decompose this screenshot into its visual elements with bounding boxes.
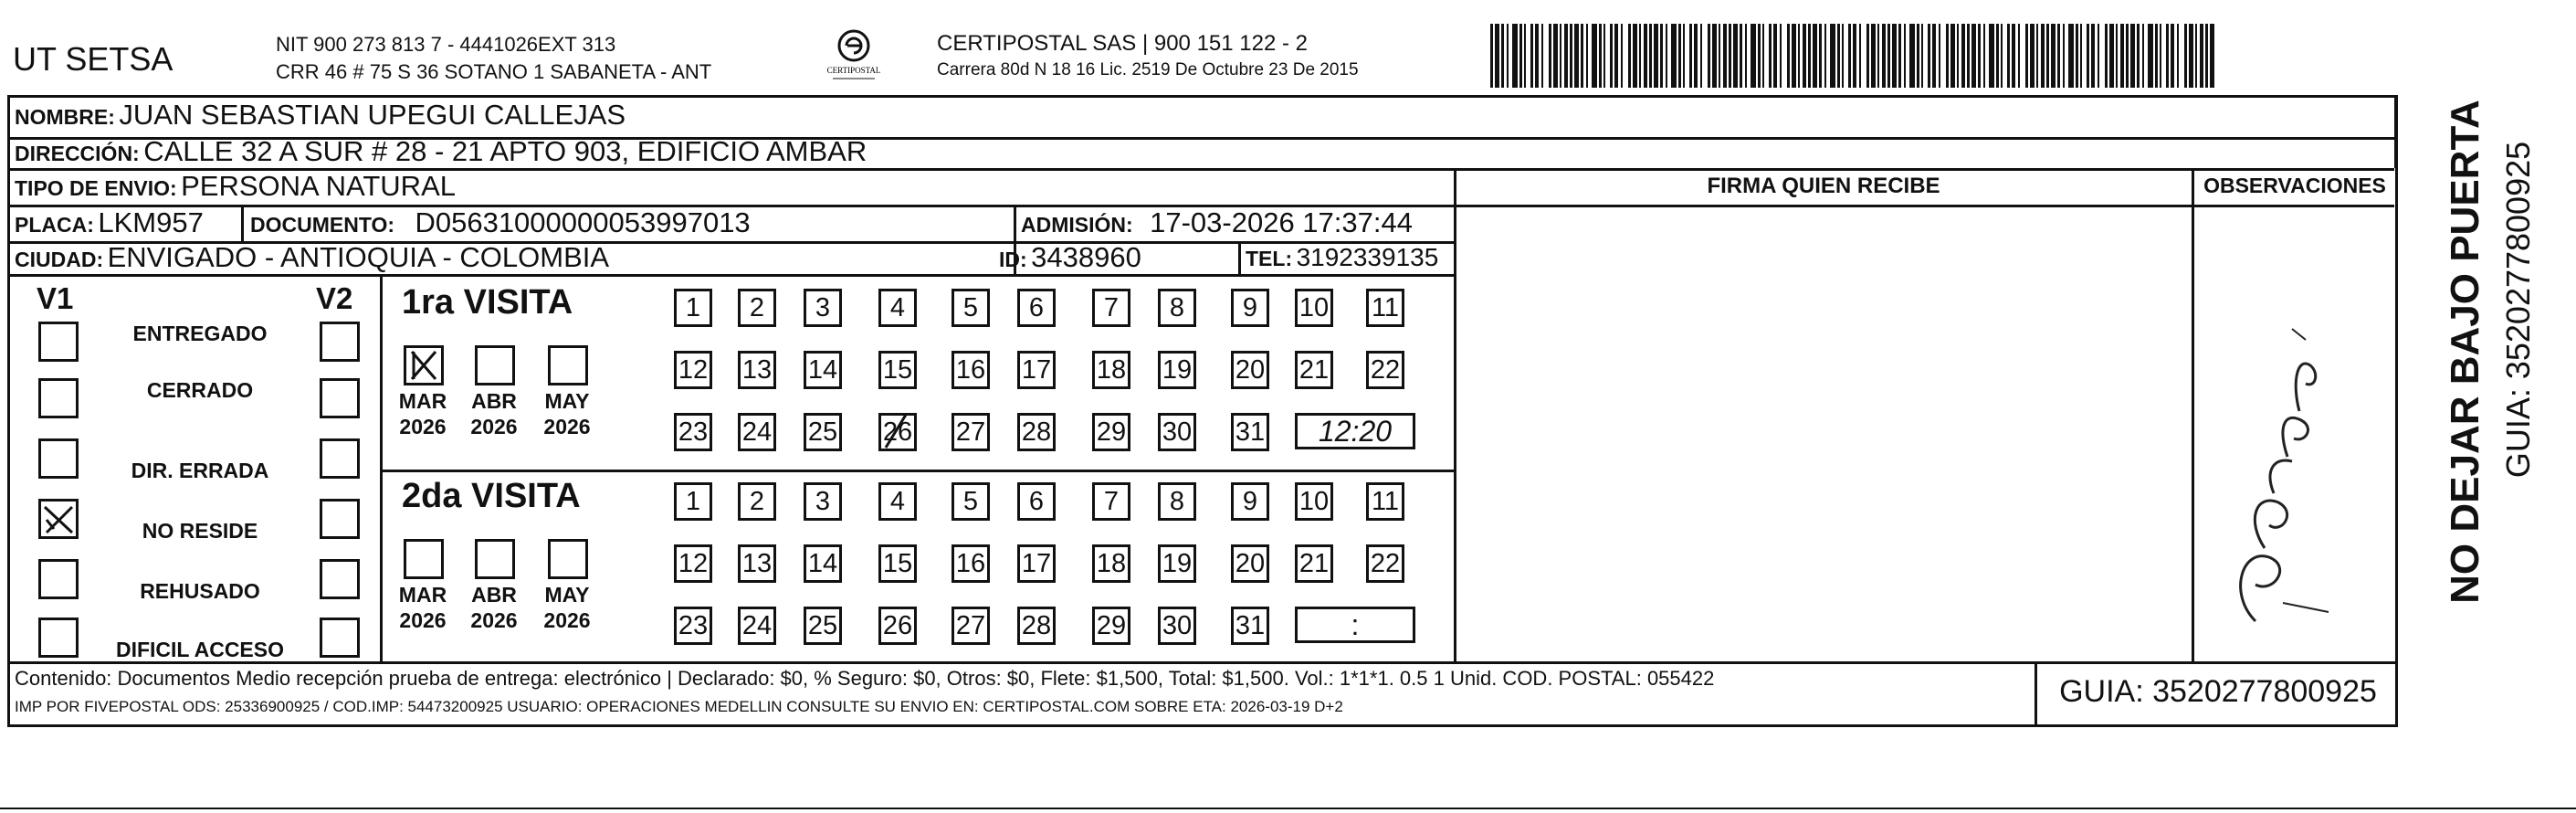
second-visit-month-checkbox[interactable] (475, 539, 515, 579)
second-visit-day-cell[interactable]: 29 (1092, 607, 1130, 645)
first-visit-day-cell[interactable]: 3 (804, 289, 842, 327)
v2-checkbox[interactable] (320, 618, 360, 658)
v2-checkbox[interactable] (320, 499, 360, 539)
v1-checkbox[interactable] (38, 559, 79, 599)
second-visit-month-label: MAY (544, 583, 590, 607)
second-visit-day-cell[interactable]: 5 (952, 482, 990, 521)
first-visit-month-label: ABR (471, 389, 517, 413)
second-visit-year-label: 2026 (470, 608, 518, 632)
second-visit-day-cell[interactable]: 14 (804, 544, 842, 583)
v1-checkbox[interactable] (38, 499, 79, 539)
v2-checkbox[interactable] (320, 322, 360, 362)
side-guia: GUIA: 3520277800925 (2499, 141, 2537, 479)
second-visit-day-cell[interactable]: 13 (738, 544, 776, 583)
second-visit-day-cell[interactable]: 8 (1158, 482, 1196, 521)
first-visit-day-cell[interactable]: 9 (1231, 289, 1269, 327)
certipostal-line-1: CERTIPOSTAL SAS | 900 151 122 - 2 (937, 31, 1308, 56)
v2-checkbox[interactable] (320, 438, 360, 479)
first-visit-day-cell[interactable]: 15 (878, 351, 917, 389)
direccion-value: CALLE 32 A SUR # 28 - 21 APTO 903, EDIFICIO AMBAR (143, 135, 867, 167)
v2-checkbox[interactable] (320, 378, 360, 418)
second-visit-day-cell[interactable]: 6 (1017, 482, 1056, 521)
first-visit-day-cell[interactable]: 24 (738, 413, 776, 451)
v1-checkbox[interactable] (38, 322, 79, 362)
status-label: CERRADO (146, 378, 254, 402)
first-visit-day-cell[interactable]: 31 (1231, 413, 1269, 451)
second-visit-day-cell[interactable]: 3 (804, 482, 842, 521)
footer-contents: Contenido: Documentos Medio recepción prueba de entrega: electrónico | Declarado: $0, % Seguro: $0, Otros: $0, Flete: $1,500, Total: $1,500. Vol.: 1*1*1. 0.5 1 Unid. COD. POSTAL: 055422 (15, 667, 1715, 690)
ciudad-row (15, 241, 609, 274)
first-visit-day-cell[interactable]: 29 (1092, 413, 1130, 451)
first-visit-day-cell[interactable]: 5 (952, 289, 990, 327)
second-visit-day-cell[interactable]: 22 (1366, 544, 1404, 583)
status-label: REHUSADO (140, 579, 260, 603)
status-label: DIFICIL ACCESO (115, 638, 284, 661)
second-visit-year-label: 2026 (543, 608, 591, 632)
first-visit-day-cell[interactable]: 28 (1017, 413, 1056, 451)
tipo-label: TIPO DE ENVIO: (15, 176, 177, 200)
ciudad-label: CIUDAD: (15, 248, 104, 271)
second-visit-month-label: ABR (471, 583, 517, 607)
second-visit-day-cell[interactable]: 16 (952, 544, 990, 583)
check-mark-icon (406, 348, 441, 383)
v2-checkbox[interactable] (320, 559, 360, 599)
second-visit-year-label: 2026 (399, 608, 447, 632)
second-visit-day-cell[interactable]: 9 (1231, 482, 1269, 521)
placa-label: PLACA: (15, 213, 94, 237)
first-visit-day-cell[interactable]: 11 (1366, 289, 1404, 327)
first-visit-year-label: 2026 (399, 415, 447, 438)
second-visit-day-cell[interactable]: 11 (1366, 482, 1404, 521)
v1-checkbox[interactable] (38, 378, 79, 418)
first-visit-day-cell[interactable]: 6 (1017, 289, 1056, 327)
second-visit-title: 2da VISITA (402, 477, 581, 515)
id-row (999, 241, 1141, 274)
second-visit-day-cell[interactable]: 26 (878, 607, 917, 645)
first-visit-day-cell[interactable]: 18 (1092, 351, 1130, 389)
first-visit-day-cell[interactable]: 14 (804, 351, 842, 389)
slash-mark-icon (878, 413, 917, 451)
placa-value: LKM957 (98, 206, 204, 238)
tipo-value: PERSONA NATURAL (181, 170, 456, 202)
nombre-value: JUAN SEBASTIAN UPEGUI CALLEJAS (119, 99, 626, 131)
second-visit-day-cell[interactable]: 18 (1092, 544, 1130, 583)
direccion-row (15, 135, 867, 168)
second-visit-month-checkbox[interactable] (404, 539, 444, 579)
second-visit-time-box[interactable]: : (1295, 607, 1415, 643)
first-visit-month-checkbox[interactable] (404, 345, 444, 385)
second-visit-day-cell[interactable]: 27 (952, 607, 990, 645)
direccion-label: DIRECCIÓN: (15, 142, 140, 165)
first-visit-day-cell[interactable]: 13 (738, 351, 776, 389)
side-panel (2407, 95, 2571, 643)
barcode (1490, 24, 2217, 88)
side-title: NO DEJAR BAJO PUERTA (2443, 100, 2487, 604)
admision-row (1021, 206, 1413, 239)
nit-line: NIT 900 273 813 7 - 4441026EXT 313 (276, 33, 616, 56)
second-visit-day-cell[interactable]: 4 (878, 482, 917, 521)
first-visit-day-cell[interactable]: 20 (1231, 351, 1269, 389)
second-visit-day-cell[interactable]: 21 (1295, 544, 1333, 583)
nombre-row (15, 99, 626, 132)
admision-label: ADMISIÓN: (1021, 213, 1133, 237)
first-visit-day-cell[interactable]: 12 (674, 351, 712, 389)
second-visit-day-cell[interactable]: 25 (804, 607, 842, 645)
first-visit-day-cell[interactable]: 2 (738, 289, 776, 327)
ciudad-value: ENVIGADO - ANTIOQUIA - COLOMBIA (107, 241, 610, 273)
second-visit-day-cell[interactable]: 1 (674, 482, 712, 521)
first-visit-day-cell[interactable]: 1 (674, 289, 712, 327)
nombre-label: NOMBRE: (15, 105, 115, 129)
second-visit-day-cell[interactable]: 28 (1017, 607, 1056, 645)
second-visit-day-cell[interactable]: 2 (738, 482, 776, 521)
second-visit-day-cell[interactable]: 30 (1158, 607, 1196, 645)
footer-print-info: IMP POR FIVEPOSTAL ODS: 25336900925 / COD.IMP: 54473200925 USUARIO: OPERACIONES MEDELLIN CONSULTE SU ENVIO EN: CERTIPOSTAL.COM SOBRE ETA: 2026-03-19 D+2 (15, 698, 1343, 715)
tel-row (1246, 243, 1438, 272)
documento-value: D05631000000053997013 (415, 206, 751, 238)
first-visit-day-cell[interactable]: 19 (1158, 351, 1196, 389)
first-visit-day-cell[interactable]: 26 (878, 413, 917, 451)
observation-scribble (2192, 274, 2392, 658)
tel-value: 3192339135 (1296, 243, 1439, 271)
first-visit-day-cell[interactable]: 30 (1158, 413, 1196, 451)
first-visit-day-cell[interactable]: 22 (1366, 351, 1404, 389)
first-visit-day-cell[interactable]: 21 (1295, 351, 1333, 389)
v1-checkbox[interactable] (38, 618, 79, 658)
documento-row (250, 206, 751, 239)
id-value: 3438960 (1031, 241, 1141, 273)
id-label: ID: (999, 248, 1027, 271)
second-visit-day-cell[interactable]: 10 (1295, 482, 1333, 521)
first-visit-day-cell[interactable]: 23 (674, 413, 712, 451)
firma-header: FIRMA QUIEN RECIBE (1707, 174, 1940, 198)
first-visit-day-cell[interactable]: 27 (952, 413, 990, 451)
second-visit-day-cell[interactable]: 15 (878, 544, 917, 583)
first-visit-day-cell[interactable]: 8 (1158, 289, 1196, 327)
footer-guia: GUIA: 3520277800925 (2059, 674, 2377, 709)
v2-header: V2 (316, 281, 353, 315)
first-visit-title: 1ra VISITA (402, 283, 573, 322)
tel-label: TEL: (1246, 247, 1293, 270)
first-visit-month-checkbox[interactable] (475, 345, 515, 385)
observaciones-header: OBSERVACIONES (2203, 174, 2386, 197)
company-name: UT SETSA (13, 40, 173, 78)
second-visit-day-cell[interactable]: 7 (1092, 482, 1130, 521)
svg-text:CERTIPOSTAL: CERTIPOSTAL (826, 66, 881, 75)
sender-address: CRR 46 # 75 S 36 SOTANO 1 SABANETA - ANT (276, 60, 712, 83)
first-visit-day-cell[interactable]: 25 (804, 413, 842, 451)
first-visit-year-label: 2026 (470, 415, 518, 438)
v1-header: V1 (37, 281, 74, 315)
second-visit-month-checkbox[interactable] (548, 539, 588, 579)
check-mark-icon (41, 502, 76, 536)
v1-checkbox[interactable] (38, 438, 79, 479)
certipostal-logo (813, 27, 895, 84)
first-visit-month-label: MAY (544, 389, 590, 413)
second-visit-day-cell[interactable]: 12 (674, 544, 712, 583)
placa-row (15, 206, 204, 239)
first-visit-day-cell[interactable]: 17 (1017, 351, 1056, 389)
status-label: NO RESIDE (142, 519, 258, 543)
first-visit-day-cell[interactable]: 10 (1295, 289, 1333, 327)
first-visit-month-checkbox[interactable] (548, 345, 588, 385)
second-visit-day-cell[interactable]: 24 (738, 607, 776, 645)
first-visit-time-box[interactable]: 12:20 (1295, 413, 1415, 449)
status-label: DIR. ERRADA (131, 459, 269, 482)
first-visit-day-cell[interactable]: 7 (1092, 289, 1130, 327)
first-visit-day-cell[interactable]: 16 (952, 351, 990, 389)
first-visit-year-label: 2026 (543, 415, 591, 438)
first-visit-month-label: MAR (398, 389, 447, 413)
second-visit-day-cell[interactable]: 23 (674, 607, 712, 645)
admision-value: 17-03-2026 17:37:44 (1150, 206, 1413, 238)
certipostal-line-2: Carrera 80d N 18 16 Lic. 2519 De Octubre 23 De 2015 (937, 60, 1359, 79)
second-visit-day-cell[interactable]: 20 (1231, 544, 1269, 583)
second-visit-day-cell[interactable]: 31 (1231, 607, 1269, 645)
tipo-row (15, 170, 456, 203)
bottom-rule (0, 808, 2576, 809)
second-visit-day-cell[interactable]: 17 (1017, 544, 1056, 583)
first-visit-day-cell[interactable]: 4 (878, 289, 917, 327)
second-visit-day-cell[interactable]: 19 (1158, 544, 1196, 583)
documento-label: DOCUMENTO: (250, 213, 395, 237)
status-label: ENTREGADO (132, 322, 268, 345)
second-visit-month-label: MAR (398, 583, 447, 607)
